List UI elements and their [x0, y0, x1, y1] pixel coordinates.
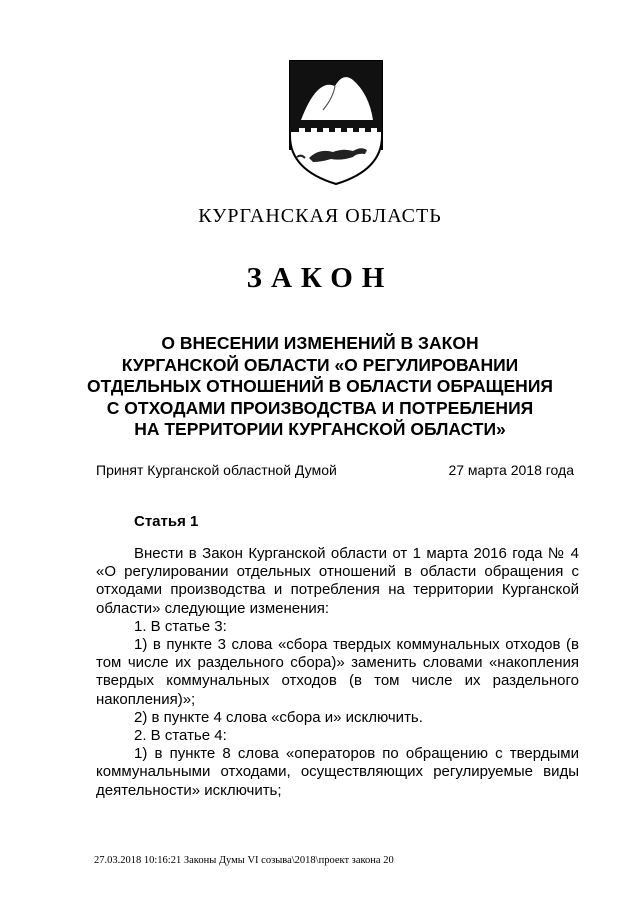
document-type: ЗАКОН [246, 262, 394, 294]
article-body [96, 545, 579, 800]
title-line: ОТДЕЛЬНЫХ ОТНОШЕНИЙ В ОБЛАСТИ ОБРАЩЕНИЯ [87, 376, 553, 396]
title-line: О ВНЕСЕНИИ ИЗМЕНЕНИЙ В ЗАКОН [161, 333, 479, 353]
adopted-by: Принят Курганской областной Думой [96, 462, 337, 478]
region-name: КУРГАНСКАЯ ОБЛАСТЬ [198, 205, 442, 227]
article-paragraph: 1) в пункте 3 слова «сбора твердых коммунальных отходов (в том числе их раздельного сбора)» заменить словами «накопления твердых коммунальных отходов (в том числе их раздельного накопления)»; [96, 636, 579, 708]
adoption-date: 27 марта 2018 года [448, 462, 574, 478]
article-paragraph: 2) в пункте 4 слова «сбора и» исключить. [134, 708, 423, 726]
coat-of-arms-icon [287, 58, 385, 186]
article-paragraph: 2. В статье 4: [134, 727, 227, 745]
law-title [0, 333, 640, 441]
article-heading: Статья 1 [134, 513, 199, 530]
article-paragraph: 1) в пункте 8 слова «операторов по обращению с твердыми коммунальными отходами, осуществляющих регулируемые виды деятельности» исключить; [96, 745, 579, 799]
article-paragraph: 1. В статье 3: [134, 617, 227, 635]
title-line: КУРГАНСКОЙ ОБЛАСТИ «О РЕГУЛИРОВАНИИ [121, 354, 519, 375]
article-paragraph: Внести в Закон Курганской области от 1 марта 2016 года № 4 «О регулировании отдельных отношений в области обращения с отходами производства и потребления на территории Курганской области» следующие изменения: [96, 545, 579, 617]
document-footer: 27.03.2018 10:16:21 Законы Думы VI созыва\2018\проект закона 20 [94, 855, 394, 866]
title-line: С ОТХОДАМИ ПРОИЗВОДСТВА И ПОТРЕБЛЕНИЯ [106, 397, 534, 418]
title-line: НА ТЕРРИТОРИИ КУРГАНСКОЙ ОБЛАСТИ» [134, 419, 506, 439]
